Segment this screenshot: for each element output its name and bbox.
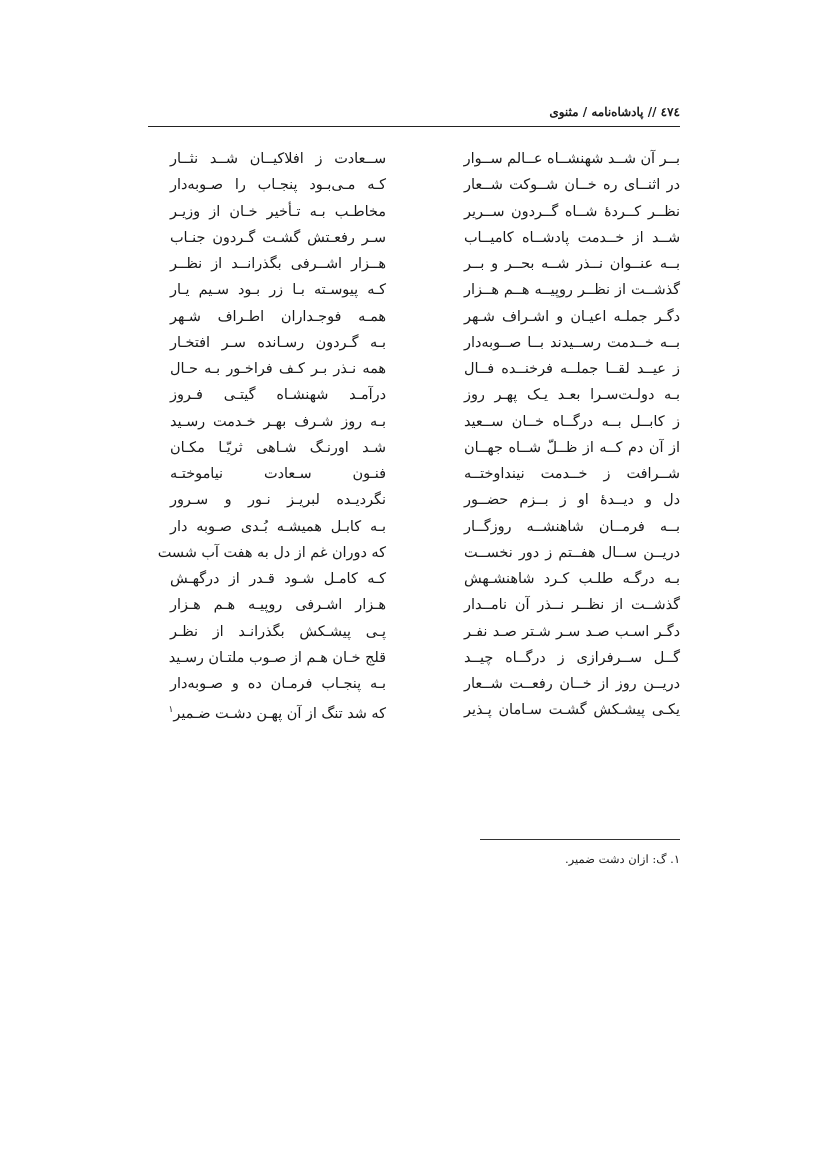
first-hemistich: بـه درگـه طلـب کـرد شاهنشـهش bbox=[464, 571, 680, 587]
second-hemistich: بـه کابـل همیشـه بُـدی صـوبه دار bbox=[170, 518, 386, 535]
footnote: ۱. گ: ازان دشت ضمیر. bbox=[565, 852, 680, 866]
first-hemistich: گذشــت از نظــر روپیــه هــم هــزار bbox=[464, 282, 680, 299]
second-hemistich: کـه کامـل شـود قـدر از درگهـش bbox=[170, 571, 386, 587]
verse-row bbox=[170, 672, 680, 698]
first-hemistich: از آن دم کــه از ظــلّ شــاه جهــان bbox=[464, 439, 680, 456]
footnote-marker: ۱ bbox=[168, 705, 174, 716]
first-hemistich: در اثنــای ره خــان شــوکت شــعار bbox=[464, 177, 680, 194]
first-hemistich: بــه عنــوان نــذر شــه بحــر و بــر bbox=[464, 256, 680, 272]
first-hemistich: گــل ســرفرازی ز درگــاه چیــد bbox=[464, 649, 680, 666]
verse-row bbox=[170, 698, 680, 724]
first-hemistich: گذشــت از نظــر نــذر آن نامــدار bbox=[464, 597, 680, 614]
first-hemistich: بــه فرمــان شاهنشــه روزگــار bbox=[464, 518, 680, 535]
second-hemistich: هــزار اشــرفی بگذرانــد از نظــر bbox=[170, 256, 386, 272]
second-hemistich: بـه پنجـاب فرمـان ده و صـوبه‌دار bbox=[170, 676, 386, 692]
first-hemistich: نظــر کــردهٔ شــاه گــردون ســریر bbox=[464, 203, 680, 220]
second-hemistich: که شد تنگ از آن پهـن دشـت ضـمیر$^۱$ bbox=[168, 705, 386, 723]
verse-row bbox=[170, 593, 680, 619]
verse-row bbox=[170, 436, 680, 462]
verse-row bbox=[170, 357, 680, 383]
verse-row bbox=[170, 147, 680, 173]
second-hemistich: نگردیـده لبریـز نـور و سـرور bbox=[170, 492, 386, 509]
verse-row bbox=[170, 278, 680, 304]
second-hemistich: قلج خـان هـم از صـوب ملتـان رسـید bbox=[168, 649, 386, 666]
second-hemistich: بـه روز شـرف بهـر خـدمت رسـید bbox=[170, 413, 386, 430]
first-hemistich: بــه خــدمت رســیدند بــا صــوبه‌دار bbox=[464, 334, 680, 351]
first-hemistich: دل و دیــدهٔ او ز بــزم حضــور bbox=[464, 492, 680, 509]
second-hemistich: کـه مـی‌بـود پنجـاب را صـوبه‌دار bbox=[170, 177, 386, 194]
second-hemistich: بـه گـردون رسـانده سـر افتخـار bbox=[170, 334, 386, 351]
running-title: ٤٧٤ // پادشاه‌نامه / مثنوی bbox=[549, 105, 680, 119]
verse-row bbox=[170, 462, 680, 488]
verse-row bbox=[170, 646, 680, 672]
verse-row bbox=[170, 252, 680, 278]
verse-row bbox=[170, 410, 680, 436]
footnote-divider bbox=[480, 839, 680, 840]
second-hemistich: هـزار اشـرفی روپیـه هـم هـزار bbox=[170, 597, 386, 614]
second-hemistich: کـه پیوسـته بـا زر بـود سـیم یـار bbox=[170, 282, 386, 299]
verse-row bbox=[170, 200, 680, 226]
first-hemistich: دگـر اسـب صـد سـر شـتر صـد نفـر bbox=[464, 623, 680, 640]
second-hemistich: ســعادت ز افلاکیــان شــد نثــار bbox=[170, 151, 386, 167]
second-hemistich: سـر رفعـتش گشـت گـردون جنـاب bbox=[170, 229, 386, 246]
verse-row bbox=[170, 305, 680, 331]
first-hemistich: بــر آن شــد شهنشــاه عــالم ســوار bbox=[463, 151, 680, 167]
second-hemistich: همـه فوجـداران اطـراف شـهر bbox=[170, 308, 386, 325]
second-hemistich: مخاطـب بـه تـأخیر خـان از وزیـر bbox=[170, 203, 386, 220]
second-hemistich: پـی پیشـکش بگذرانـد از نظـر bbox=[170, 623, 386, 640]
second-hemistich: همه نـذر بـر کـف فراخـور بـه حـال bbox=[170, 361, 386, 377]
first-hemistich: شــد از خــدمت پادشــاه کامیــاب bbox=[464, 229, 680, 246]
verse-row bbox=[170, 383, 680, 409]
verse-row bbox=[170, 173, 680, 199]
verse-row bbox=[170, 620, 680, 646]
first-hemistich: ز کابــل بــه درگــاه خــان ســعید bbox=[464, 413, 680, 430]
running-header bbox=[148, 100, 680, 127]
second-hemistich: درآمـد شهنشـاه گیتـی فـروز bbox=[170, 387, 386, 404]
second-hemistich: فنـون سـعادت نیاموختـه bbox=[170, 466, 386, 482]
first-hemistich: دریــن ســال هفــتم ز دور نخســت bbox=[464, 544, 680, 561]
verse-row bbox=[170, 488, 680, 514]
verse-row bbox=[170, 515, 680, 541]
poem-body bbox=[157, 147, 680, 725]
first-hemistich: دگـر جملـه اعیـان و اشـراف شـهر bbox=[464, 308, 680, 325]
verse-row bbox=[170, 331, 680, 357]
verse-row bbox=[157, 541, 680, 567]
first-hemistich: ز عیــد لقــا جملــه فرخنــده فــال bbox=[464, 361, 680, 377]
verse-row bbox=[170, 567, 680, 593]
first-hemistich: شــرافت ز خــدمت نینداوختــه bbox=[464, 466, 680, 482]
first-hemistich: دریــن روز از خــان رفعــت شــعار bbox=[464, 676, 680, 692]
first-hemistich: بـه دولـت‌سـرا بعـد یـک پهـر روز bbox=[464, 387, 680, 404]
first-hemistich: یکـی پیشـکش گشـت سـامان پـذیر bbox=[464, 702, 680, 719]
verse-row bbox=[170, 226, 680, 252]
second-hemistich: شـد اورنـگ شـاهی ثریّـا مکـان bbox=[170, 439, 386, 456]
second-hemistich: که دوران غم از دل به هفت آب شست bbox=[157, 544, 386, 561]
